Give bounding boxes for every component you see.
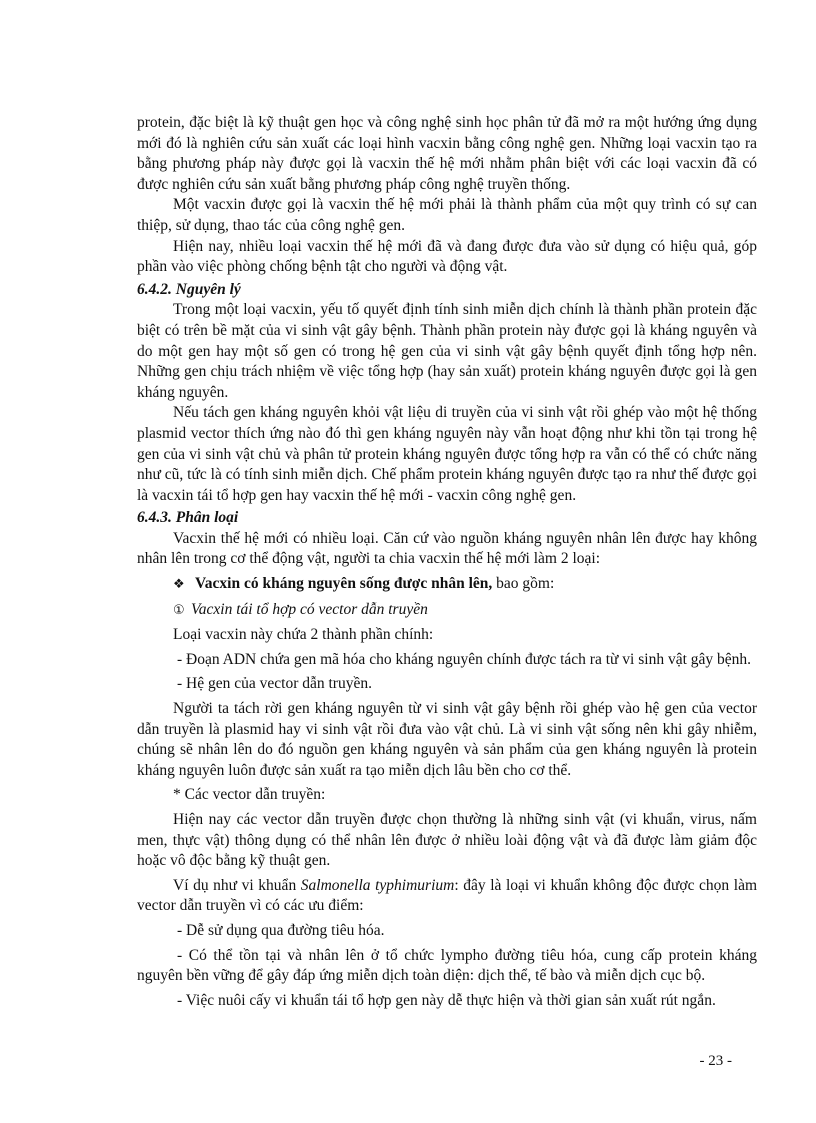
- dash-item-vector-genome: - Hệ gen của vector dẫn truyền.: [177, 675, 372, 693]
- paragraph-example: [137, 876, 757, 917]
- section-heading-classification: 6.4.3. Phân loại: [137, 509, 239, 527]
- paragraph-components: Loại vacxin này chứa 2 thành phần chính:: [173, 626, 434, 644]
- paragraph-principle-1: Trong một loại vacxin, yếu tố quyết định tính sinh miễn dịch chính là thành phần protein đặc biệt có trên bề mặt của vi sinh vật gây bệnh. Thành phần protein này được gọi là kháng nguyên và do một gen hay một số gen có trong hệ gen của vi sinh vật gây bệnh quyết định tổng hợp nên. Những gen chịu trách nhiệm về việc tổng hợp (hay sản xuất) protein kháng nguyên được gọi là gen kháng nguyên.: [137, 301, 757, 401]
- section-heading-principle: 6.4.2. Nguyên lý: [137, 280, 241, 298]
- circled-one-icon: ①: [173, 602, 185, 618]
- dash-item-oral-use: - Dễ sử dụng qua đường tiêu hóa.: [177, 921, 385, 939]
- page-body: [137, 113, 757, 1011]
- paragraph-intro: protein, đặc biệt là kỹ thuật gen học và công nghệ sinh học phân tử đã mở ra một hướng ứng dụng mới đó là nghiên cứu sản xuất các loại hình vacxin bằng công nghệ gen. Những loại vacxin tạo ra bằng phương pháp này được gọi là vacxin thế hệ mới nhằm phân biệt với các loại vacxin đã có được nghiên cứu sản xuất bằng phương pháp công nghệ truyền thống.: [137, 114, 757, 193]
- paragraph-definition: Một vacxin được gọi là vacxin thế hệ mới phải là thành phẩm của một quy trình có sự can thiệp, sử dụng, thao tác của công nghệ gen.: [137, 196, 757, 234]
- paragraph-principle-2: Nếu tách gen kháng nguyên khỏi vật liệu di truyền của vi sinh vật rồi ghép vào một hệ thống plasmid vector thích ứng nào đó thì gen kháng nguyên này vẫn hoạt động như khi tồn tại trong hệ gen của vi sinh vật chủ và phân tử protein kháng nguyên được tổng hợp ra vẫn có thể có chức năng như cũ, tức là có tính sinh miễn dịch. Chế phẩm protein kháng nguyên được tạo ra như thế được gọi là vacxin tái tổ hợp gen hay vacxin thế hệ mới - vacxin công nghệ gen.: [137, 404, 757, 504]
- dash-item-lymphoid: - Có thể tồn tại và nhân lên ở tổ chức lympho đường tiêu hóa, cung cấp protein kháng nguyên bền vững để gây đáp ứng miễn dịch toàn diện: dịch thể, tế bào và miễn dịch cục bộ.: [137, 946, 757, 985]
- example-post-text: : đây là loại vi khuẩn không độc được chọn làm vector dẫn truyền vì có các ưu điểm:: [137, 876, 758, 915]
- species-name: Salmonella typhimurium: [300, 876, 455, 894]
- paragraph-current-use: Hiện nay, nhiều loại vacxin thế hệ mới đã và đang được đưa vào sử dụng có hiệu quả, góp phần vào việc phòng chống bệnh tật cho người và động vật.: [137, 237, 757, 276]
- example-pre-text: Ví dụ như vi khuẩn: [173, 876, 301, 894]
- bullet-live-antigen: [137, 574, 757, 596]
- page-number: - 23 -: [699, 1053, 732, 1069]
- paragraph-vectors-heading: * Các vector dẫn truyền:: [173, 786, 326, 804]
- diamond-bullet-icon: ❖: [173, 577, 185, 593]
- subheading-recombinant-vector: [137, 600, 757, 622]
- paragraph-mechanism: Người ta tách rời gen kháng nguyên từ vi sinh vật gây bệnh rồi ghép vào hệ gen của vector dẫn truyền là plasmid hay vi sinh vật rồi đưa vào vật chủ. Là vi sinh vật sống nên khi gây nhiễm, chúng sẽ nhân lên do đó nguồn gen kháng nguyên và sản phẩm của gen kháng nguyên là protein kháng nguyên luôn được sản xuất ra tạo miễn dịch lâu bền cho cơ thể.: [137, 700, 757, 779]
- dash-item-dna-segment: - Đoạn ADN chứa gen mã hóa cho kháng nguyên chính được tách ra từ vi sinh vật gây bệnh.: [177, 650, 752, 668]
- subheading-text: Vacxin tái tổ hợp có vector dẫn truyền: [191, 600, 428, 618]
- dash-item-culture: - Việc nuôi cấy vi khuẩn tái tổ hợp gen này dễ thực hiện và thời gian sản xuất rút ngắn.: [177, 991, 716, 1009]
- paragraph-classification: Vacxin thế hệ mới có nhiều loại. Căn cứ vào nguồn kháng nguyên nhân lên được hay không nhân lên trong cơ thể động vật, người ta chia vacxin thế hệ mới làm 2 loại:: [137, 529, 757, 568]
- paragraph-vectors: Hiện nay các vector dẫn truyền được chọn thường là những sinh vật (vi khuẩn, virus, nấm men, thực vật) thông dụng có thể nhân lên được ở nhiều loài động vật và đã được làm giảm độc hoặc vô độc bằng kỹ thuật gen.: [137, 811, 757, 870]
- bullet-bold-text: Vacxin có kháng nguyên sống được nhân lên,: [195, 575, 493, 593]
- bullet-rest-text: bao gồm:: [492, 575, 555, 593]
